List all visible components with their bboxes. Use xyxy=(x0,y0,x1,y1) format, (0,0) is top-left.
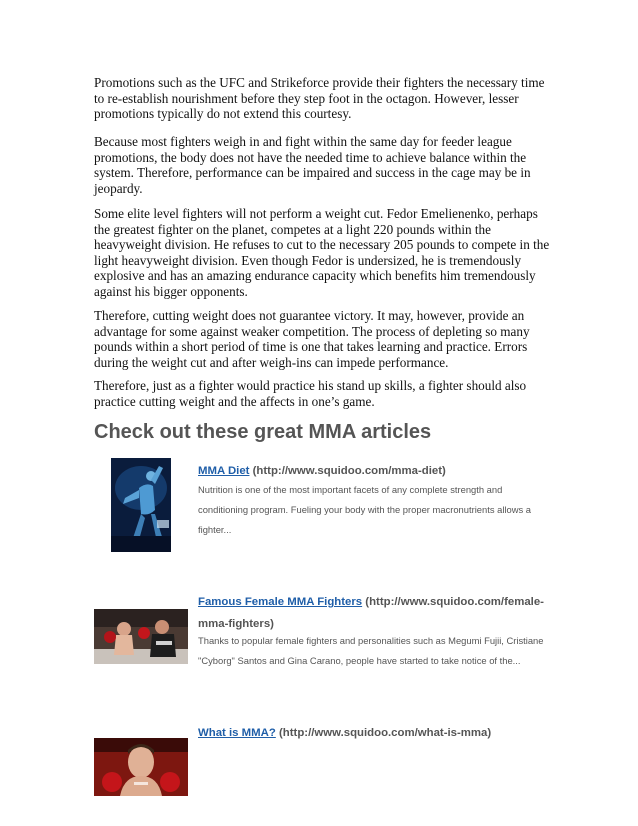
paragraph-4: Therefore, cutting weight does not guarantee victory. It may, however, provide an advantage for some against weaker competition. The process of depleting so many pounds within a short period of time is one that takes learning and practice. Errors during the weight cut and after weigh-ins can impede performance. xyxy=(94,308,530,370)
fighter-photo-image xyxy=(111,458,171,552)
article-2-description: Thanks to popular female fighters and personalities such as Megumi Fujii, Cristiane "Cyborg" Santos and Gina Carano, people have started to take notice of the... xyxy=(198,635,544,666)
paragraph-3: Some elite level fighters will not perform a weight cut. Fedor Emelienenko, perhaps the greatest fighter on the planet, competes at a light 220 pounds within the heavyweight division. He refuses to cut to the necessary 205 pounds to compete in the light heavyweight division. Even though Fedor is undersized, he is tremendously explosive and has an amazing endurance capacity which benefits him tremendously against his bigger opponents. xyxy=(94,206,550,299)
section-heading: Check out these great MMA articles xyxy=(94,421,432,443)
article-3-thumbnail[interactable] xyxy=(94,738,188,796)
article-3-url: (http://www.squidoo.com/what-is-mma) xyxy=(275,727,492,739)
article-2-title xyxy=(198,591,548,635)
article-1-title xyxy=(198,460,548,482)
article-3-link[interactable]: What is MMA? xyxy=(198,727,276,739)
article-1-url: (http://www.squidoo.com/mma-diet) xyxy=(249,465,446,477)
paragraph-2: Because most fighters weigh in and fight within the same day for feeder league promotions, the body does not have the needed time to achieve balance within the system. Therefore, performance can be impaired and success in the cage may be in jeopardy. xyxy=(94,134,531,196)
article-1-link[interactable]: MMA Diet xyxy=(198,465,250,477)
article-3-title xyxy=(198,722,548,744)
article-1-description: Nutrition is one of the most important facets of any complete strength and conditioning program. Fueling your body with the proper macronutrients allows a fighter... xyxy=(198,484,531,535)
paragraph-5: Therefore, just as a fighter would practice his stand up skills, a fighter should also practice cutting weight and the affects in one’s game. xyxy=(94,378,527,409)
article-2-link[interactable]: Famous Female MMA Fighters xyxy=(198,596,363,608)
article-2-url: (http://www.squidoo.com/female-mma-fighters) xyxy=(198,596,544,630)
paragraph-1: Promotions such as the UFC and Strikeforce provide their fighters the necessary time to re-establish nourishment before they step foot in the octagon. However, lesser promotions typically do not extend this courtesy. xyxy=(94,75,545,122)
article-1-thumbnail[interactable] xyxy=(111,458,171,552)
fighter-portrait-image xyxy=(94,738,188,796)
female-fighters-photo-image xyxy=(94,609,188,664)
article-2-thumbnail[interactable] xyxy=(94,609,188,664)
